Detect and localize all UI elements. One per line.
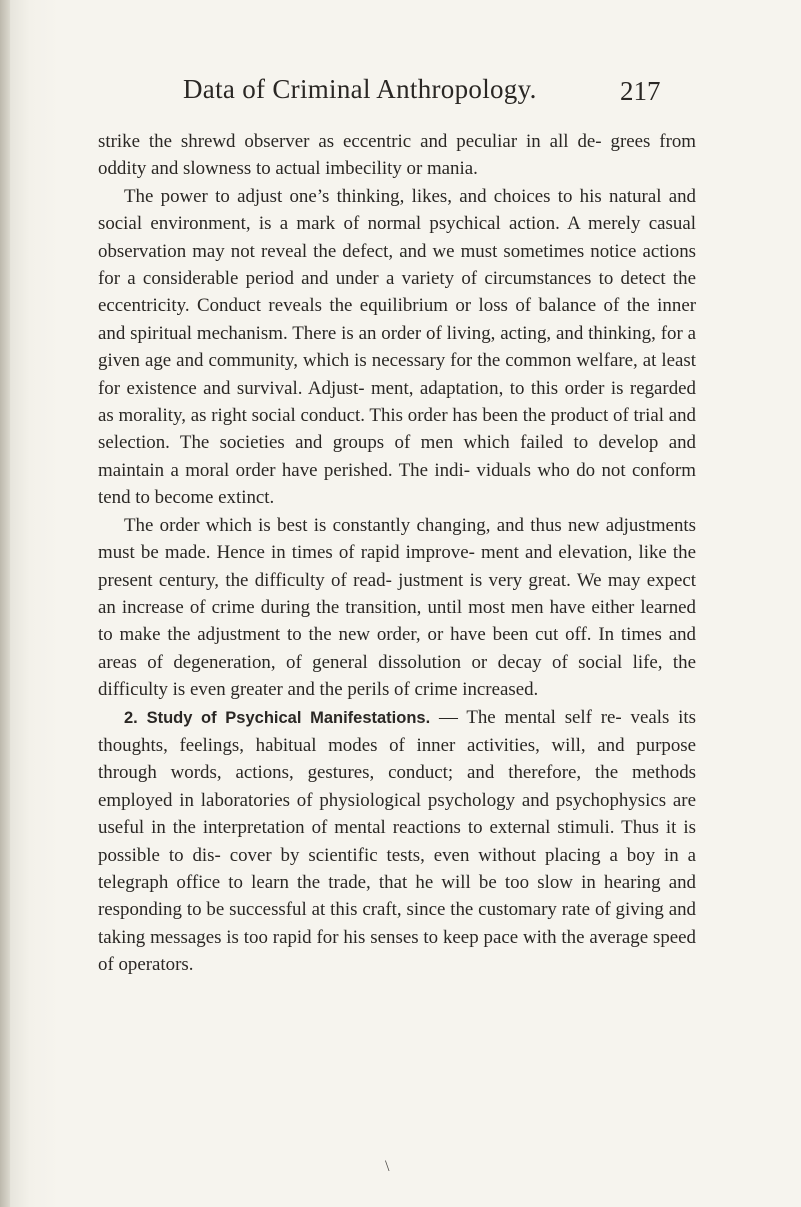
- paragraph: The power to adjust one’s thinking, likes, and choices to his natural and social environment, is a mark of normal psychical action. A merely casual observation may not reveal the defect, and we must sometimes notice actions for a considerable period and under a variety of circumstances to detect the eccentricity. Conduct reveals the equilibrium or loss of balance of the inner and spiritual mechanism. There is an order of living, acting, and thinking, for a given age and community, which is necessary for the common welfare, at least for existence and survival. Adjust- ment, adaptation, to this order is regarded as morality, as right social conduct. This order has been the product of trial and selection. The societies and groups of men which failed to develop and maintain a moral order have perished. The indi- viduals who do not conform tend to become extinct.: [98, 185, 696, 509]
- paragraph: strike the shrewd observer as eccentric and peculiar in all de- grees from oddity and slowness to actual imbecility or mania.: [98, 131, 696, 180]
- body-text: [98, 128, 696, 979]
- section-heading: Study of Psychical Manifestations.: [146, 708, 431, 727]
- section-number: 2.: [124, 708, 138, 727]
- footer-mark: \: [385, 1158, 390, 1175]
- page-binding-edge: [0, 0, 10, 1207]
- section-paragraph-text: — The mental self re- veals its thoughts, feelings, habitual modes of inner activities, will, and purpose through words, actions, gestures, conduct; and therefore, the methods employed in laboratories of physiological psychology and psychophysics are useful in the interpretation of mental reactions to external stimuli. Thus it is possible to dis- cover by scientific tests, even without placing a boy in a telegraph office to learn the trade, that he will be too slow in hearing and responding to be successful at this craft, since the customary rate of giving and taking messages is too rapid for his senses to keep pace with the average speed of operators.: [98, 706, 696, 976]
- section-paragraph: [98, 704, 696, 979]
- page-header: [0, 74, 801, 114]
- paragraph: The order which is best is constantly changing, and thus new adjustments must be made. Hence in times of rapid improve- ment and elevation, like the present century, the difficulty of read- justment is very great. We may expect an increase of crime during the transition, until most men have either learned to make the adjustment to the new order, or have been cut off. In times and areas of degeneration, of general dissolution or decay of social life, the difficulty is even greater and the perils of crime increased.: [98, 514, 696, 701]
- page-number: 217: [620, 76, 661, 106]
- running-head: Data of Criminal Anthropology.: [183, 74, 537, 104]
